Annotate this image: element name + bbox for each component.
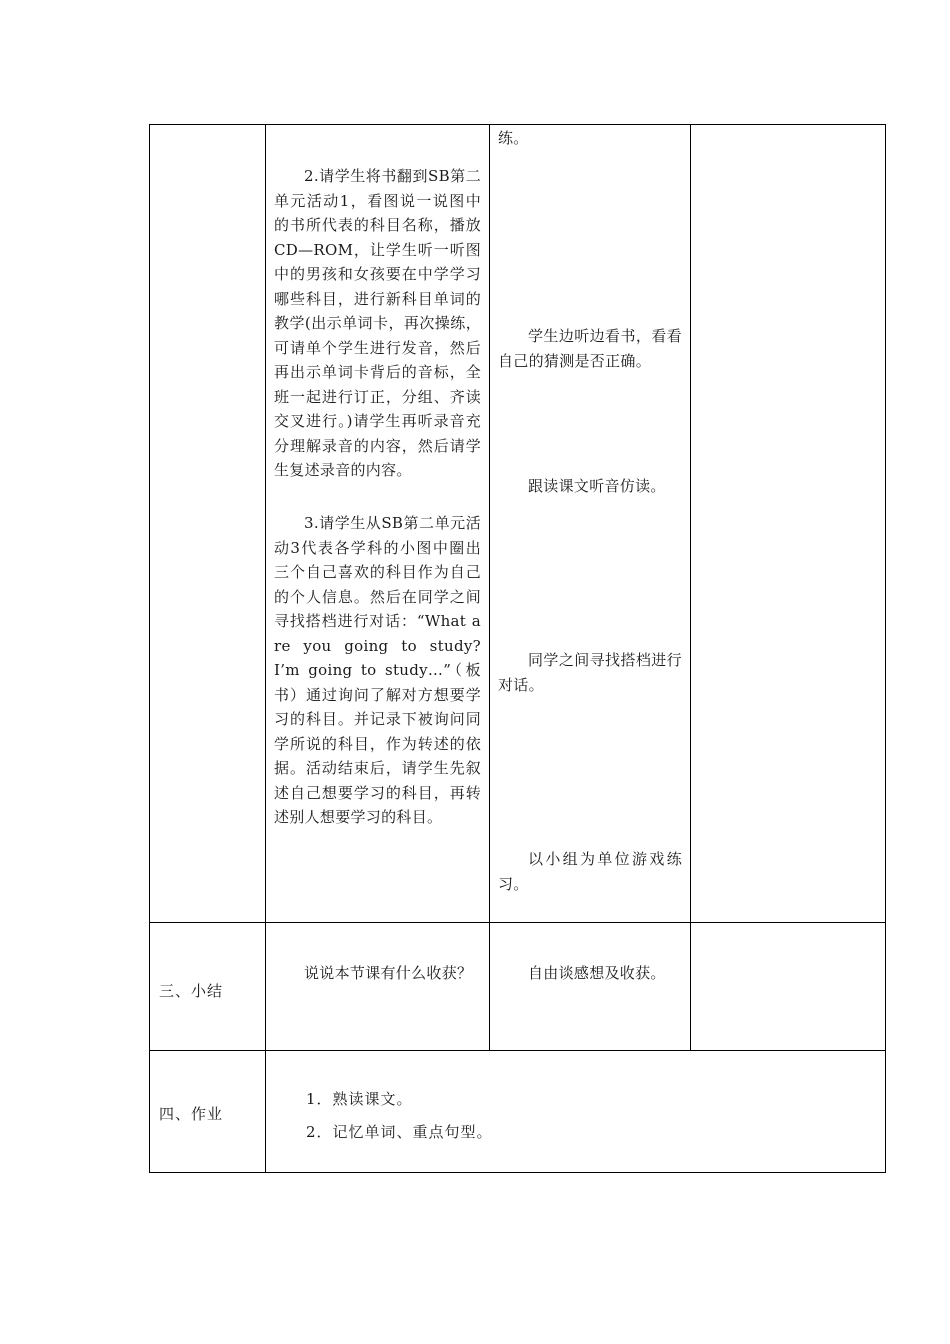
stage-label-summary: 三、小结 (159, 982, 224, 1000)
row3-content-cell (265, 1050, 886, 1173)
row1-student-cell (489, 124, 691, 923)
student-activity-dialogue: 同学之间寻找搭档进行对话。 (498, 651, 682, 694)
student-activity-read-along: 跟读课文听音仿读。 (528, 477, 666, 495)
teacher-step-3: 3.请学生从SB第二单元活动3代表各学科的小图中圈出三个自己喜欢的科目作为自己的个人信息。然后在同学之间寻找搭档进行对话：“What are you going to study? I’m going to study…”（板书）通过询问了解对方想要学习的科目。并记录下被询问同学所说的科目，作为转述的依据。活动结束后，请学生先叙述自己想要学习的科目，再转述别人想要学习的科目。 (274, 514, 481, 826)
teacher-step-2: 2.请学生将书翻到SB第二单元活动1，看图说一说图中的书所代表的科目名称，播放CD—ROM，让学生听一听图中的男孩和女孩要在中学学习哪些科目，进行新科目单词的教学(出示单词卡，再次操练，可请单个学生进行发音，然后再出示单词卡背后的音标，全班一起进行订正，分组、齐读交叉进行。)请学生再听录音充分理解录音的内容，然后请学生复述录音的内容。 (274, 167, 481, 479)
summary-teacher-text: 说说本节课有什么收获？ (304, 964, 473, 982)
summary-student-text: 自由谈感想及收获。 (528, 964, 666, 982)
student-activity-game: 以小组为单位游戏练习。 (498, 850, 682, 893)
stage-label-homework: 四、作业 (159, 1105, 224, 1123)
homework-item-1: 1．熟读课文。 (306, 1090, 413, 1108)
row1-stage-cell (149, 124, 266, 923)
row1-notes-cell (690, 124, 886, 923)
student-activity-practice-end: 练。 (498, 129, 529, 147)
homework-item-2: 2．记忆单词、重点句型。 (306, 1123, 493, 1141)
row2-student-cell (489, 922, 691, 1051)
row2-teacher-cell (265, 922, 490, 1051)
row2-notes-cell (690, 922, 886, 1051)
student-activity-listen: 学生边听边看书，看看自己的猜测是否正确。 (498, 327, 682, 370)
